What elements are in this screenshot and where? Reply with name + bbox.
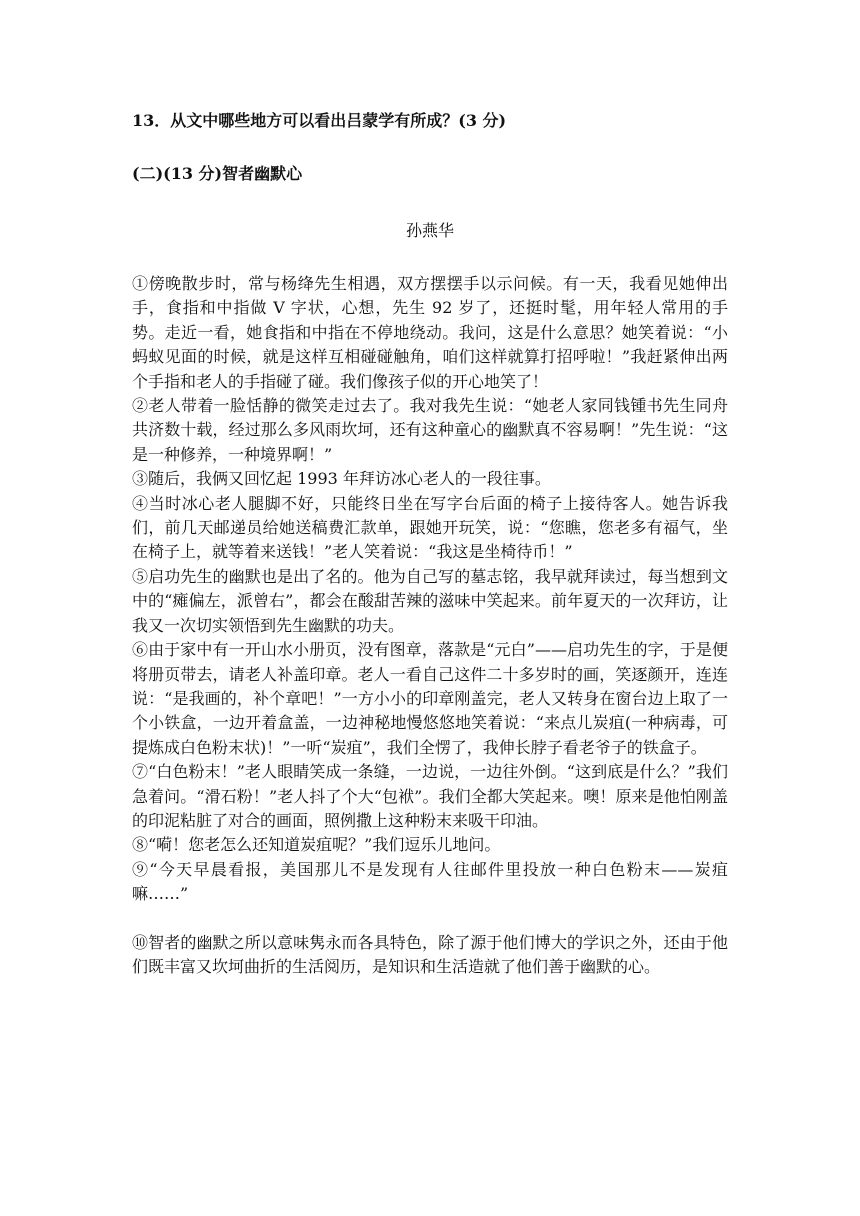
paragraph-5: ⑤启功先生的幽默也是出了名的。他为自己写的墓志铭，我早就拜读过，每当想到文中的“瘫偏左，派曾右”，都会在酸甜苦辣的滋味中笑起来。前年夏天的一次拜访，让我又一次切实领悟到先生幽默的功夫。 — [132, 566, 728, 635]
paragraph-2: ②老人带着一脸恬静的微笑走过去了。我对我先生说：“她老人家同钱锺书先生同舟共济数十载，经过那么多风雨坎坷，还有这种童心的幽默真不容易啊！”先生说：“这是一种修养，一种境界啊！” — [132, 396, 728, 464]
paragraph-10: ⑩智者的幽默之所以意味隽永而各具特色，除了源于他们博大的学识之外，还由于他们既丰富又坎坷曲折的生活阅历，是知识和生活造就了他们善于幽默的心。 — [132, 932, 728, 977]
author-name: 孙燕华 — [405, 221, 454, 240]
paragraph-8: ⑧“嗬！您老怎么还知道炭疽呢？”我们逗乐儿地问。 — [132, 835, 501, 855]
paragraph-7: ⑦“白色粉末！”老人眼睛笑成一条缝，一边说，一边往外倒。“这到底是什么？”我们急着问。“滑石粉！”老人抖了个大“包袱”。我们全都大笑起来。噢！原来是他怕刚盖的印泥粘脏了对合的画面，照例撒上这种粉末来吸干印油。 — [132, 762, 728, 830]
paragraph-6: ⑥由于家中有一开山水小册页，没有图章，落款是“元白”——启功先生的字，于是便将册页带去，请老人补盖印章。老人一看自己这件二十多岁时的画，笑逐颜开，连连说：“是我画的，补个章吧！”一方小小的印章刚盖完，老人又转身在窗台边上取了一个小铁盒，一边开着盒盖，一边神秘地慢悠悠地笑着说：“来点儿炭疽(一种病毒，可提炼成白色粉末状)！”一听“炭疽”，我们全愣了，我伸长脖子看老爷子的铁盒子。 — [132, 640, 728, 757]
question-13: 13．从文中哪些地方可以看出吕蒙学有所成？(3 分) — [132, 111, 507, 130]
paragraph-4: ④当时冰心老人腿脚不好，只能终日坐在写字台后面的椅子上接待客人。她告诉我们，前几天邮递员给她送稿费汇款单，跟她开玩笑，说：“您瞧，您老多有福气，坐在椅子上，就等着来送钱！”老人笑着说：“我这是坐椅待币！” — [132, 493, 728, 562]
paragraph-9: ⑨“今天早晨看报，美国那儿不是发现有人往邮件里投放一种白色粉末——炭疽嘛……” — [132, 859, 728, 904]
section-title: (二)(13 分)智者幽默心 — [132, 164, 303, 183]
paragraph-1: ①傍晚散步时，常与杨绛先生相遇，双方摆摆手以示问候。有一天，我看见她伸出手，食指和中指做 V 字状，心想，先生 92 岁了，还挺时髦，用年轻人常用的手势。走近一看，她食指和中指在不停地绕动。我问，这是什么意思？她笑着说：“小蚂蚁见面的时候，就是这样互相碰碰触角，咱们这样就算打招呼啦！”我赶紧伸出两个手指和老人的手指碰了碰。我们像孩子似的开心地笑了！ — [132, 274, 728, 391]
paragraph-3: ③随后，我俩又回忆起 1993 年拜访冰心老人的一段往事。 — [132, 469, 551, 489]
article-body — [132, 272, 728, 980]
